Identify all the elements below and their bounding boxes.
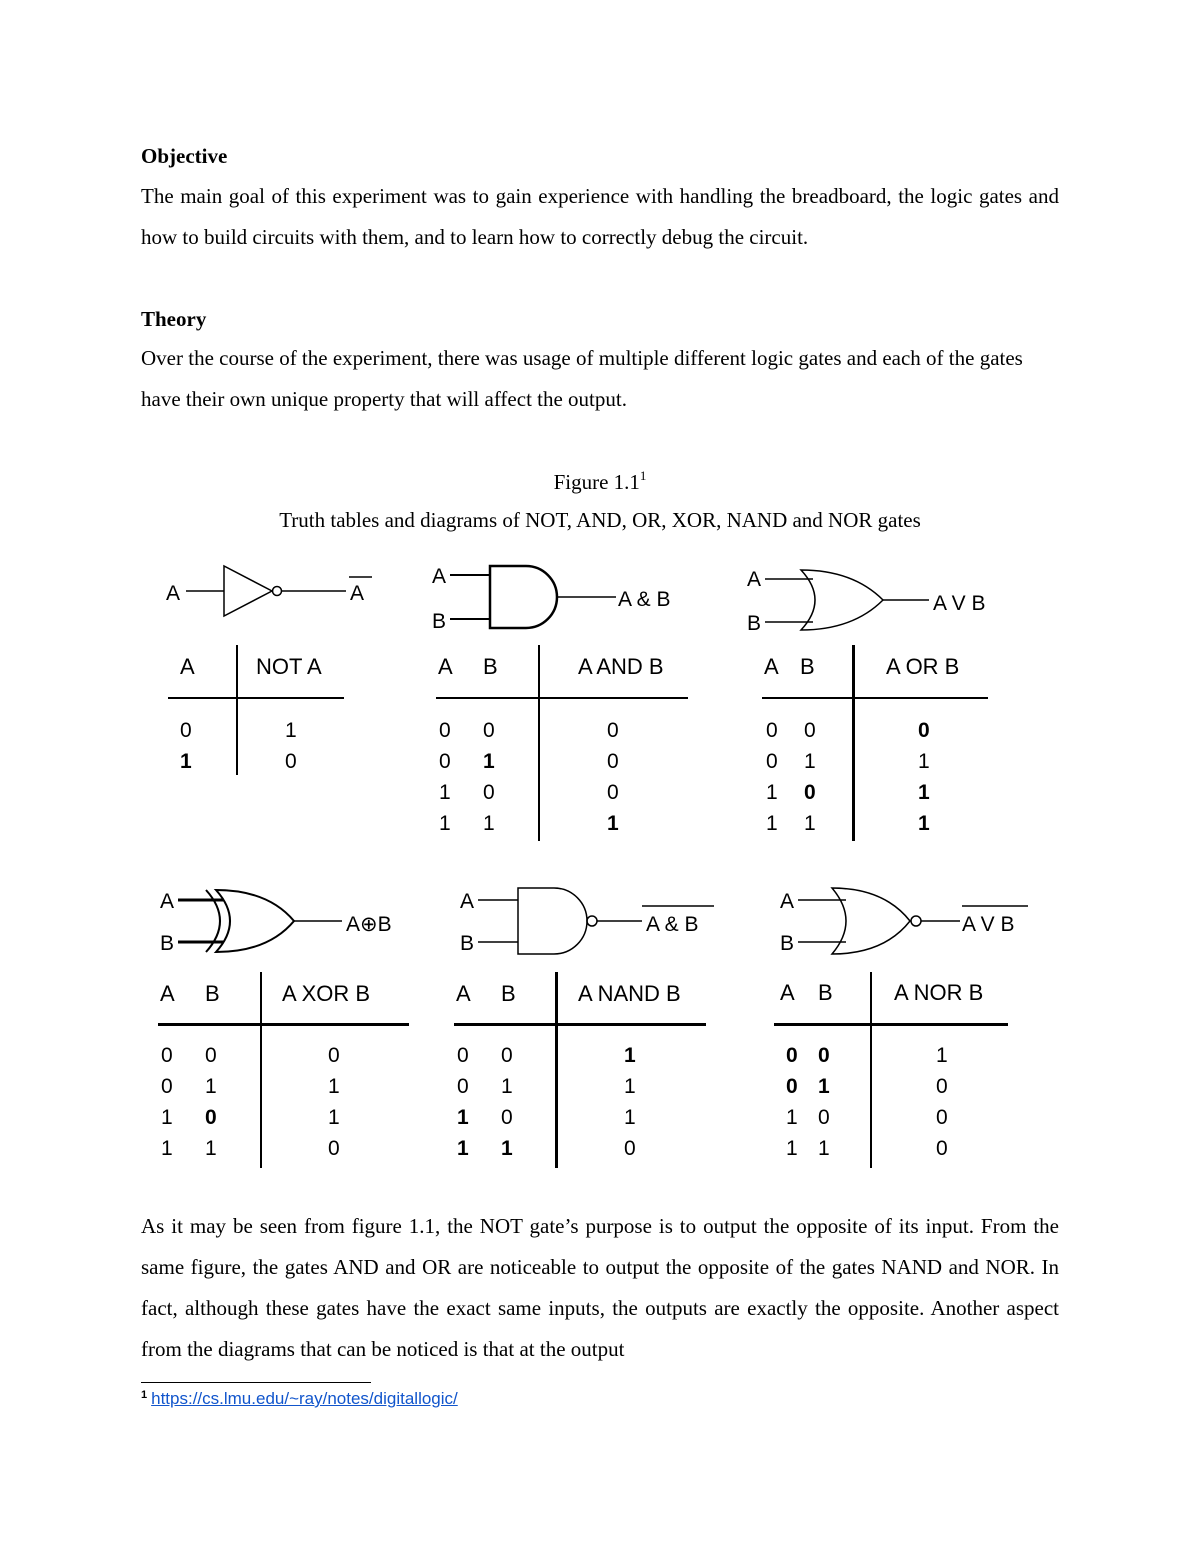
- table-cell: 1: [328, 1106, 340, 1129]
- table-cell: 0: [818, 1044, 830, 1067]
- table-cell: 1: [180, 750, 192, 773]
- figure-label: [141, 468, 1059, 495]
- table-cell: 1: [624, 1075, 636, 1098]
- not-input-a: A: [166, 582, 181, 605]
- table-cell: 1: [918, 750, 930, 773]
- xor-input-b: B: [160, 932, 175, 955]
- table-cell: 0: [918, 719, 930, 742]
- nand-input-a: A: [460, 890, 475, 913]
- nor-output-label: A V B: [962, 913, 1015, 936]
- figure-caption: Truth tables and diagrams of NOT, AND, OR, XOR, NAND and NOR gates: [279, 508, 921, 532]
- table-cell: 0: [161, 1075, 173, 1098]
- table-cell: 1: [439, 781, 451, 804]
- table-cell: 0: [786, 1075, 798, 1098]
- and-gate-symbol: [490, 566, 557, 628]
- table-header: B: [483, 654, 498, 679]
- inverter-bubble: [587, 916, 597, 926]
- table-cell: 1: [766, 812, 778, 835]
- table-cell: 1: [161, 1106, 173, 1129]
- table-header: A XOR B: [282, 981, 371, 1006]
- table-cell: 0: [786, 1044, 798, 1067]
- table-cell: 0: [501, 1106, 513, 1129]
- inverter-bubble: [273, 587, 282, 596]
- table-cell: 0: [161, 1044, 173, 1067]
- table-cell: 0: [285, 750, 297, 773]
- table-cell: 0: [607, 781, 619, 804]
- table-header: B: [501, 981, 516, 1006]
- and-truth-table: [436, 645, 696, 845]
- theory-heading: Theory: [141, 307, 207, 331]
- table-header: B: [818, 980, 833, 1005]
- table-cell: 0: [936, 1075, 948, 1098]
- table-cell: 1: [483, 812, 495, 835]
- table-cell: 1: [457, 1137, 469, 1160]
- table-cell: 1: [624, 1106, 636, 1129]
- table-cell: 1: [457, 1106, 469, 1129]
- table-header: A: [456, 981, 471, 1006]
- table-cell: 1: [205, 1137, 217, 1160]
- table-header: B: [800, 654, 815, 679]
- table-header: A NOR B: [894, 980, 984, 1005]
- table-cell: 0: [483, 719, 495, 742]
- analysis-text: As it may be seen from figure 1.1, the NOT gate’s purpose is to output the opposite of its input. From the same figure, the gates AND and OR are noticeable to output the opposite of the gates NAND and NOR. In fact, although these gates have the exact same inputs, the outputs are exactly the opposite. Another aspect from the diagrams that can be noticed is that at the output: [141, 1214, 1059, 1361]
- table-header: A: [780, 980, 795, 1005]
- footnote: [141, 1389, 458, 1409]
- table-header: NOT A: [256, 654, 322, 679]
- table-cell: 1: [205, 1075, 217, 1098]
- and-input-b: B: [432, 610, 447, 633]
- table-header: A OR B: [886, 654, 960, 679]
- footnote-separator: [141, 1382, 371, 1383]
- theory-paragraph: [141, 338, 1059, 420]
- table-cell: 0: [205, 1044, 217, 1067]
- xor-output-label: A⊕B: [346, 913, 392, 936]
- table-cell: 0: [483, 781, 495, 804]
- table-cell: 0: [328, 1044, 340, 1067]
- footnote-number: 1: [141, 1389, 148, 1401]
- footnote-ref: 1: [639, 468, 647, 483]
- table-cell: 0: [804, 719, 816, 742]
- table-header: A: [438, 654, 453, 679]
- not-truth-table: [168, 645, 358, 780]
- table-header: A NAND B: [578, 981, 681, 1006]
- or-gate-symbol: [801, 570, 883, 630]
- table-cell: 1: [624, 1044, 636, 1067]
- not-gate-symbol: [224, 566, 272, 616]
- table-cell: 1: [161, 1137, 173, 1160]
- table-cell: 0: [607, 719, 619, 742]
- table-cell: 1: [501, 1137, 513, 1160]
- table-cell: 0: [457, 1075, 469, 1098]
- theory-text: Over the course of the experiment, there was usage of multiple different logic gates and each of the gates have their own unique property that will affect the output.: [141, 346, 1023, 411]
- table-cell: 0: [328, 1137, 340, 1160]
- inverter-bubble: [911, 916, 921, 926]
- table-cell: 0: [818, 1106, 830, 1129]
- table-cell: 0: [936, 1106, 948, 1129]
- nand-input-b: B: [460, 932, 475, 955]
- table-cell: 0: [607, 750, 619, 773]
- table-cell: 1: [818, 1137, 830, 1160]
- nand-gate-symbol: [518, 888, 587, 954]
- table-header: A AND B: [578, 654, 664, 679]
- table-cell: 1: [936, 1044, 948, 1067]
- table-header: A: [160, 981, 175, 1006]
- objective-heading: Objective: [141, 144, 228, 168]
- table-header: A: [764, 654, 779, 679]
- nand-output-label: A & B: [646, 913, 699, 936]
- table-cell: 0: [766, 719, 778, 742]
- table-cell: 0: [439, 750, 451, 773]
- table-cell: 0: [766, 750, 778, 773]
- xor-input-a: A: [160, 890, 175, 913]
- table-header: B: [205, 981, 220, 1006]
- or-input-a: A: [747, 568, 762, 591]
- nor-input-a: A: [780, 890, 795, 913]
- table-cell: 1: [918, 781, 930, 804]
- figure-label-text: Figure 1.1: [553, 470, 640, 494]
- table-cell: 1: [483, 750, 495, 773]
- table-cell: 1: [766, 781, 778, 804]
- objective-text: The main goal of this experiment was to gain experience with handling the breadboard, the logic gates and how to build circuits with them, and to learn how to correctly debug the circuit.: [141, 184, 1059, 249]
- table-cell: 1: [918, 812, 930, 835]
- table-cell: 1: [786, 1137, 798, 1160]
- table-cell: 0: [624, 1137, 636, 1160]
- table-cell: 0: [439, 719, 451, 742]
- xor-gate-symbol: [216, 890, 294, 952]
- table-cell: 0: [501, 1044, 513, 1067]
- or-output-label: A V B: [933, 592, 986, 615]
- table-cell: 0: [804, 781, 816, 804]
- xor-truth-table: [158, 972, 413, 1172]
- table-cell: 1: [328, 1075, 340, 1098]
- table-cell: 1: [439, 812, 451, 835]
- or-input-b: B: [747, 612, 762, 635]
- nor-truth-table: [774, 972, 1014, 1172]
- nor-input-b: B: [780, 932, 795, 955]
- nand-truth-table: [454, 972, 714, 1172]
- or-gate-diagram: [743, 562, 1018, 637]
- table-cell: 0: [180, 719, 192, 742]
- and-input-a: A: [432, 565, 447, 588]
- table-cell: 0: [457, 1044, 469, 1067]
- and-gate-diagram: [428, 560, 698, 635]
- and-output-label: A & B: [618, 588, 671, 611]
- table-cell: 1: [804, 812, 816, 835]
- nor-gate-diagram: [776, 884, 1036, 959]
- table-cell: 0: [205, 1106, 217, 1129]
- analysis-paragraph: [141, 1206, 1059, 1370]
- not-gate-diagram: [160, 560, 380, 630]
- table-cell: 1: [818, 1075, 830, 1098]
- table-cell: 0: [936, 1137, 948, 1160]
- table-cell: 1: [786, 1106, 798, 1129]
- table-cell: 1: [285, 719, 297, 742]
- footnote-link[interactable]: https://cs.lmu.edu/~ray/notes/digitallogic/: [151, 1389, 458, 1408]
- xor-gate-diagram: [156, 884, 416, 959]
- nand-gate-diagram: [456, 884, 726, 959]
- nor-gate-symbol: [832, 888, 910, 954]
- table-cell: 1: [501, 1075, 513, 1098]
- table-cell: 1: [804, 750, 816, 773]
- table-header: A: [180, 654, 195, 679]
- objective-paragraph: [141, 176, 1059, 258]
- table-cell: 1: [607, 812, 619, 835]
- or-truth-table: [762, 645, 992, 845]
- not-output-label: A: [350, 582, 365, 605]
